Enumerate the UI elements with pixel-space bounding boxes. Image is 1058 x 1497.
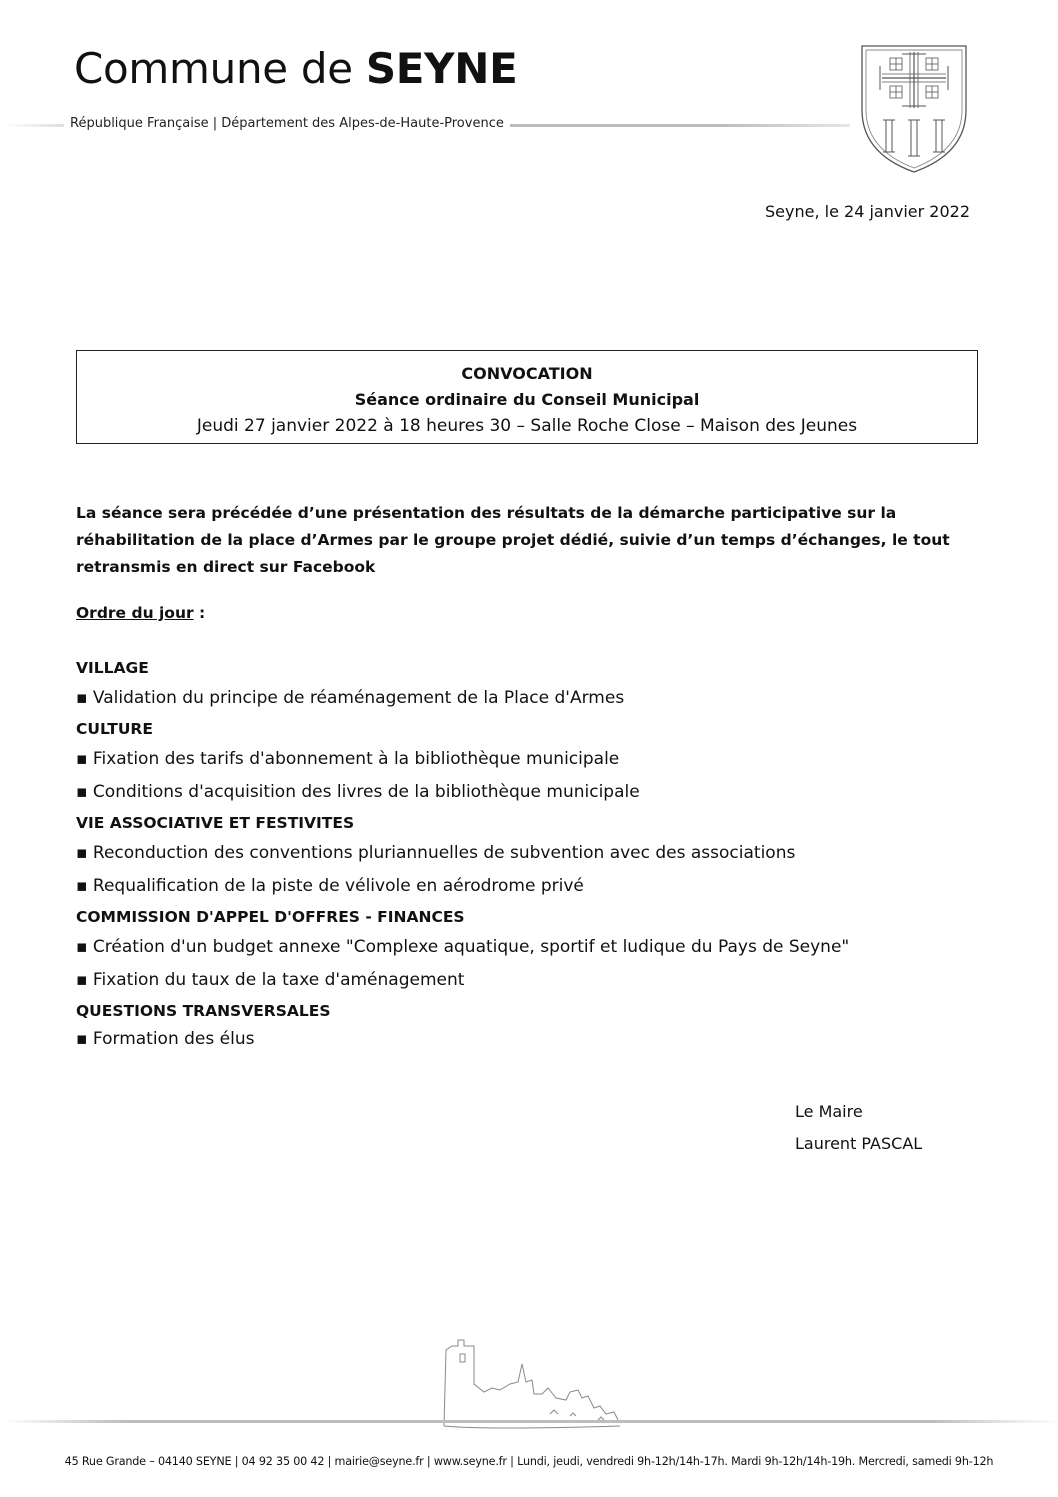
agenda-item: ▪ Validation du principe de réaménagement de la Place d'Armes	[76, 688, 625, 708]
agenda-label-suffix: :	[193, 604, 206, 622]
agenda-item: ▪ Formation des élus	[76, 1029, 255, 1049]
convocation-details: Jeudi 27 janvier 2022 à 18 heures 30 – Salle Roche Close – Maison des Jeunes	[196, 416, 858, 436]
convocation-box	[76, 350, 978, 444]
signature-name: Laurent PASCAL	[795, 1134, 923, 1153]
agenda-item: ▪ Reconduction des conventions pluriannuelles de subvention avec des associations	[76, 843, 796, 863]
document-date: Seyne, le 24 janvier 2022	[765, 202, 970, 221]
title-prefix: Commune de	[74, 44, 366, 93]
agenda-list	[76, 654, 976, 1053]
agenda-item: ▪ Création d'un budget annexe "Complexe aquatique, sportif et ludique du Pays de Seyne"	[76, 937, 850, 957]
coat-of-arms-icon	[858, 44, 970, 174]
header-subtitle: République Française | Département des Alpes-de-Haute-Provence	[64, 116, 510, 131]
agenda-section-questions: QUESTIONS TRANSVERSALES	[76, 1002, 331, 1020]
signature-role: Le Maire	[795, 1102, 863, 1121]
agenda-section-village: VILLAGE	[76, 659, 149, 677]
agenda-section-vie-associative: VIE ASSOCIATIVE ET FESTIVITES	[76, 814, 355, 832]
intro-paragraph: La séance sera précédée d’une présentation des résultats de la démarche participative sur la réhabilitation de la place d’Armes par le groupe projet dédié, suivie d’un temps d’échanges, le tout retransmis en direct sur Facebook	[76, 504, 950, 576]
agenda-item: ▪ Fixation du taux de la taxe d'aménagement	[76, 970, 465, 990]
agenda-item: ▪ Requalification de la piste de vélivole en aérodrome privé	[76, 876, 584, 896]
signature-block	[795, 1096, 922, 1160]
agenda-item: ▪ Fixation des tarifs d'abonnement à la bibliothèque municipale	[76, 749, 620, 769]
agenda-section-culture: CULTURE	[76, 720, 153, 738]
convocation-title: CONVOCATION	[461, 364, 593, 383]
agenda-label-text: Ordre du jour	[76, 604, 194, 622]
agenda-section-commission: COMMISSION D'APPEL D'OFFRES - FINANCES	[76, 908, 465, 926]
agenda-label	[76, 604, 205, 622]
village-skyline-icon	[430, 1334, 630, 1434]
agenda-item: ▪ Conditions d'acquisition des livres de la bibliothèque municipale	[76, 782, 640, 802]
footer-contact: 45 Rue Grande – 04140 SEYNE | 04 92 35 00 42 | mairie@seyne.fr | www.seyne.fr | Lundi, jeudi, vendredi 9h-12h/14h-17h. Mardi 9h-12h/14h-19h. Mercredi, samedi 9h-12h	[64, 1455, 994, 1468]
title-town: SEYNE	[365, 44, 518, 93]
convocation-subtitle: Séance ordinaire du Conseil Municipal	[354, 390, 700, 409]
page-title	[74, 44, 518, 93]
footer-divider	[0, 1420, 1058, 1423]
